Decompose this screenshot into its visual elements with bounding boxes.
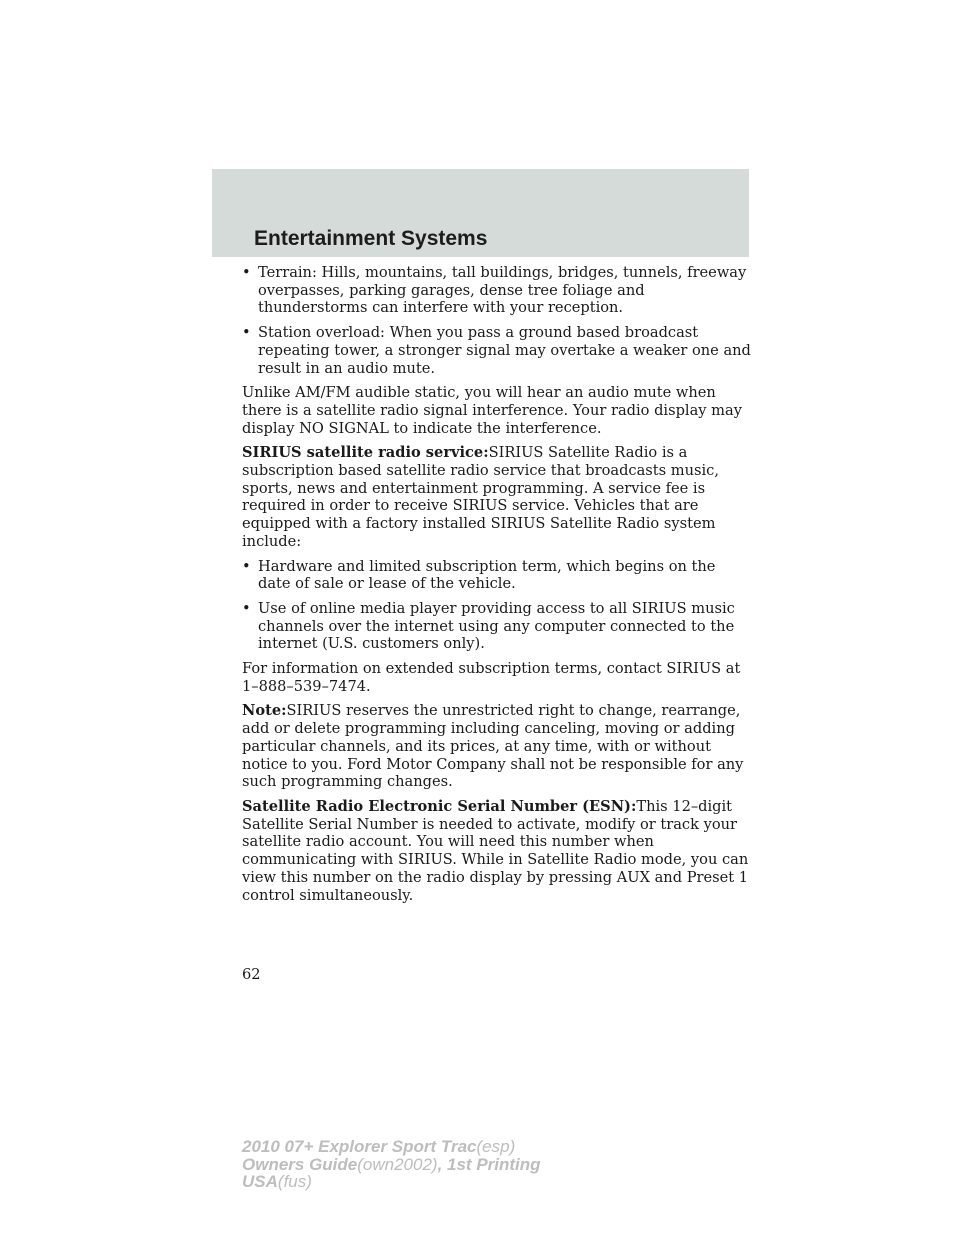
esn-text: This 12–digit Satellite Serial Number is needed to activate, modify or track your satellite radio account. You will need this number when communicating with SIRIUS. While in Satellite Radio mode, you can view this number on the radio display by pressing AUX and Preset 1 control simultaneously. [242,797,749,904]
bullet-text: Station overload: When you pass a ground based broadcast repeating tower, a stronger signal may overtake a weaker one and result in an audio mute. [258,324,751,377]
paragraph-sirius-service [242,444,752,550]
footer-model-code: (esp) [476,1137,516,1156]
footer-guide: Owners Guide [242,1154,358,1174]
paragraph-contact: For information on extended subscription terms, contact SIRIUS at 1–888–539–7474. [242,660,741,695]
bullet-text: Use of online media player providing access to all SIRIUS music channels over the internet using any computer connected to the internet (U.S. customers only). [258,599,735,653]
footer-market-code: (fus) [277,1172,312,1191]
bullet-item-hardware [242,558,752,593]
bullet-text: Hardware and limited subscription term, which begins on the date of sale or lease of the vehicle. [258,557,716,593]
footer-model: 2010 07+ Explorer Sport Trac [242,1137,477,1156]
bullet-item-online-player [242,600,752,653]
footer-line-1 [242,1138,541,1156]
footer-line-3 [242,1173,541,1191]
sirius-service-lead: SIRIUS satellite radio service: [242,444,489,462]
bullet-item-terrain [242,264,752,317]
sirius-service-text: SIRIUS Satellite Radio is a subscription based satellite radio service that broadcasts music, sports, news and entertainment programming. A service fee is required in order to receive SIRIUS service. Vehicles that are equipped with a factory installed SIRIUS Satellite Radio system include: [242,444,719,550]
bullet-text: Terrain: Hills, mountains, tall buildings, bridges, tunnels, freeway overpasses, parking garages, dense tree foliage and thunderstorms can interfere with your reception. [258,264,747,317]
footer-line-2 [242,1156,541,1174]
page-number: 62 [242,966,261,983]
paragraph-note [242,702,752,791]
section-title: Entertainment Systems [254,227,488,250]
page-content [242,264,752,911]
footer-guide-code: (own2002) [357,1154,438,1174]
bullet-icon: • [242,324,251,342]
section-header-band [212,169,749,257]
document-footer [242,1138,541,1191]
bullet-item-station-overload [242,324,752,377]
esn-lead: Satellite Radio Electronic Serial Number (ESN): [242,797,637,815]
paragraph-esn [242,798,752,904]
bullet-icon: • [242,264,251,281]
footer-printing: , 1st Printing [437,1154,541,1174]
footer-market: USA [242,1172,278,1191]
bullet-icon: • [242,557,251,575]
paragraph-static-interference: Unlike AM/FM audible static, you will hear an audio mute when there is a satellite radio signal interference. Your radio display may display NO SIGNAL to indicate the interference. [242,384,742,437]
bullet-icon: • [242,599,251,617]
note-text: SIRIUS reserves the unrestricted right to change, rearrange, add or delete programming including canceling, moving or adding particular channels, and its prices, at any time, with or without notice to you. Ford Motor Company shall not be responsible for any such programming changes. [242,702,744,791]
note-lead: Note: [242,702,287,720]
